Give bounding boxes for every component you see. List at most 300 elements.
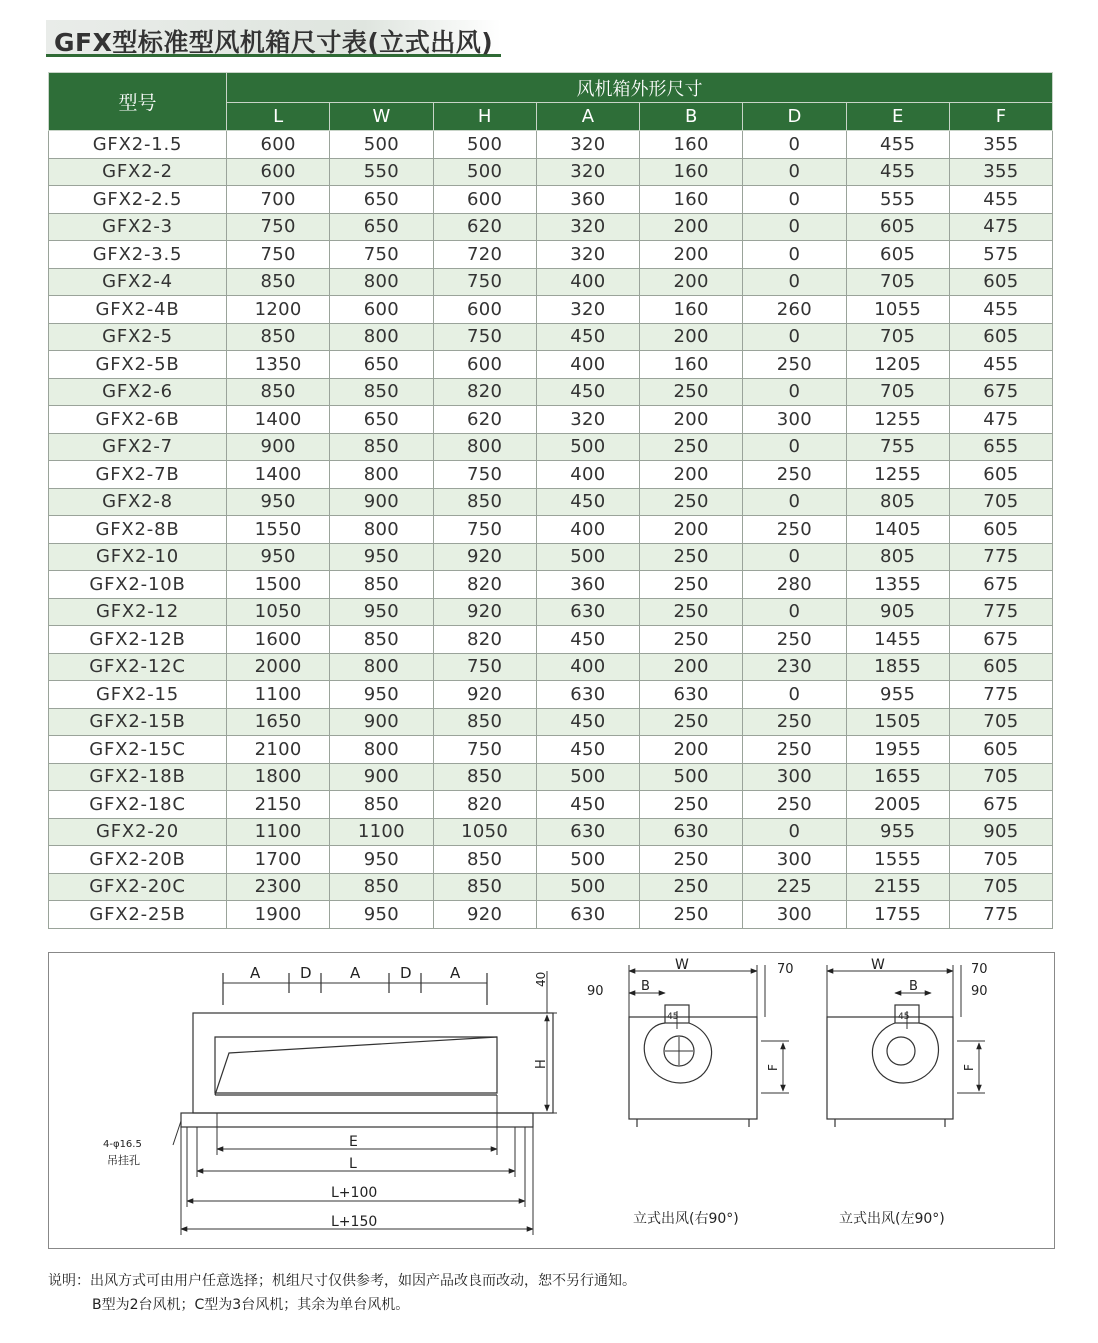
table-row xyxy=(49,736,1053,764)
dimension-cell: 705 xyxy=(949,846,1052,874)
dimension-cell: 920 xyxy=(433,681,536,709)
dimension-cell: 950 xyxy=(227,543,330,571)
table-row xyxy=(49,268,1053,296)
dimension-cell: 605 xyxy=(846,241,949,269)
model-cell: GFX2-18C xyxy=(49,791,227,819)
dimension-cell: 0 xyxy=(743,131,846,159)
left-90-view-labels xyxy=(839,957,988,1227)
dimension-cell: 620 xyxy=(433,213,536,241)
dimension-cell: 900 xyxy=(330,488,433,516)
right-90-view-labels xyxy=(587,957,794,1227)
table-row xyxy=(49,406,1053,434)
dimension-cell: 455 xyxy=(846,131,949,159)
dimension-cell: 455 xyxy=(949,186,1052,214)
dimension-cell: 1100 xyxy=(227,818,330,846)
dimension-cell: 850 xyxy=(330,571,433,599)
dimension-cell: 360 xyxy=(536,186,639,214)
dimension-cell: 605 xyxy=(846,213,949,241)
dim-label-70: 70 xyxy=(777,962,794,977)
drawing-panel xyxy=(48,952,1055,1249)
model-cell: GFX2-5 xyxy=(49,323,227,351)
dim-label-45: 45 xyxy=(667,1012,679,1022)
table-row xyxy=(49,433,1053,461)
dimension-cell: 0 xyxy=(743,488,846,516)
dimension-cell: 705 xyxy=(846,378,949,406)
dimension-cell: 955 xyxy=(846,681,949,709)
note-line-2: B型为2台风机；C型为3台风机；其余为单台风机。 xyxy=(92,1297,410,1313)
model-cell: GFX2-20B xyxy=(49,846,227,874)
group-header: 风机箱外形尺寸 xyxy=(227,73,1053,103)
dimension-cell: 750 xyxy=(433,736,536,764)
model-cell: GFX2-15 xyxy=(49,681,227,709)
dimension-cell: 400 xyxy=(536,461,639,489)
dimension-cell: 160 xyxy=(640,296,743,324)
dimension-cell: 450 xyxy=(536,626,639,654)
dimension-cell: 1455 xyxy=(846,626,949,654)
model-cell: GFX2-12C xyxy=(49,653,227,681)
dimension-cell: 250 xyxy=(640,846,743,874)
dimension-cell: 200 xyxy=(640,213,743,241)
dimension-cell: 850 xyxy=(330,378,433,406)
model-cell: GFX2-25B xyxy=(49,901,227,929)
dimension-cell: 1205 xyxy=(846,351,949,379)
dimension-cell: 2155 xyxy=(846,873,949,901)
dimension-cell: 705 xyxy=(949,708,1052,736)
model-cell: GFX2-12 xyxy=(49,598,227,626)
model-cell: GFX2-7B xyxy=(49,461,227,489)
dimension-drawings xyxy=(49,953,1054,1248)
dimension-cell: 805 xyxy=(846,488,949,516)
dim-label-l150: L+150 xyxy=(331,1214,378,1230)
dimension-cell: 455 xyxy=(949,296,1052,324)
dim-label-45: 45 xyxy=(898,1012,910,1022)
dimension-cell: 700 xyxy=(227,186,330,214)
dimension-cell: 500 xyxy=(536,543,639,571)
dimension-cell: 200 xyxy=(640,736,743,764)
dimension-cell: 0 xyxy=(743,818,846,846)
dim-label-d: D xyxy=(400,964,412,982)
dimension-cell: 250 xyxy=(640,571,743,599)
column-header: L xyxy=(227,103,330,131)
left-90-caption: 立式出风(左90°) xyxy=(839,1211,945,1227)
dimension-cell: 1900 xyxy=(227,901,330,929)
right-90-caption: 立式出风(右90°) xyxy=(633,1211,739,1227)
table-row xyxy=(49,791,1053,819)
dimension-cell: 850 xyxy=(330,791,433,819)
dimension-cell: 280 xyxy=(743,571,846,599)
table-body xyxy=(49,131,1053,929)
dimension-cell: 750 xyxy=(433,268,536,296)
dimension-cell: 250 xyxy=(640,488,743,516)
table-row xyxy=(49,296,1053,324)
table-row xyxy=(49,681,1053,709)
column-header: H xyxy=(433,103,536,131)
dimension-cell: 450 xyxy=(536,736,639,764)
dimension-cell: 850 xyxy=(433,873,536,901)
dimension-cell: 600 xyxy=(433,296,536,324)
table-row xyxy=(49,571,1053,599)
dimension-cell: 900 xyxy=(330,708,433,736)
dimension-cell: 2300 xyxy=(227,873,330,901)
note-line-1: 说明：出风方式可由用户任意选择；机组尺寸仅供参考，如因产品改良而改动，恕不另行通知。 xyxy=(48,1273,636,1289)
dimension-cell: 705 xyxy=(949,873,1052,901)
dim-label-d: D xyxy=(300,964,312,982)
table-row xyxy=(49,323,1053,351)
model-cell: GFX2-12B xyxy=(49,626,227,654)
dim-label-a: A xyxy=(250,964,261,982)
dimension-cell: 500 xyxy=(536,433,639,461)
dimension-cell: 0 xyxy=(743,681,846,709)
dimension-cell: 1955 xyxy=(846,736,949,764)
dimension-cell: 475 xyxy=(949,213,1052,241)
column-header: F xyxy=(949,103,1052,131)
dimension-cell: 300 xyxy=(743,763,846,791)
dimension-cell: 0 xyxy=(743,186,846,214)
dimension-cell: 260 xyxy=(743,296,846,324)
dimension-cell: 0 xyxy=(743,433,846,461)
dimension-cell: 575 xyxy=(949,241,1052,269)
dimension-cell: 605 xyxy=(949,323,1052,351)
dimension-cell: 675 xyxy=(949,378,1052,406)
table-row xyxy=(49,186,1053,214)
dimension-cell: 320 xyxy=(536,131,639,159)
dimension-cell: 1555 xyxy=(846,846,949,874)
dimension-cell: 630 xyxy=(536,818,639,846)
dimension-cell: 300 xyxy=(743,406,846,434)
dimension-cell: 450 xyxy=(536,378,639,406)
table-row xyxy=(49,158,1053,186)
dimension-cell: 850 xyxy=(330,873,433,901)
dimension-cell: 0 xyxy=(743,241,846,269)
dimension-cell: 850 xyxy=(227,268,330,296)
dimension-cell: 850 xyxy=(227,378,330,406)
model-cell: GFX2-15B xyxy=(49,708,227,736)
dimension-cell: 450 xyxy=(536,488,639,516)
dimension-cell: 800 xyxy=(330,736,433,764)
dimension-cell: 850 xyxy=(433,846,536,874)
model-cell: GFX2-5B xyxy=(49,351,227,379)
dim-label-70: 70 xyxy=(971,962,988,977)
dimension-cell: 600 xyxy=(330,296,433,324)
dimension-cell: 605 xyxy=(949,268,1052,296)
model-cell: GFX2-7 xyxy=(49,433,227,461)
dimension-cell: 200 xyxy=(640,653,743,681)
dimension-cell: 605 xyxy=(949,516,1052,544)
dimension-cell: 775 xyxy=(949,681,1052,709)
dimension-cell: 755 xyxy=(846,433,949,461)
dimension-cell: 800 xyxy=(433,433,536,461)
dimension-cell: 705 xyxy=(846,268,949,296)
dimension-cell: 250 xyxy=(640,626,743,654)
dimension-cell: 250 xyxy=(640,791,743,819)
dimension-cell: 1255 xyxy=(846,461,949,489)
dimension-cell: 250 xyxy=(640,598,743,626)
plan-view-labels xyxy=(103,964,549,1230)
dim-label-f: F xyxy=(766,1064,780,1071)
table-row xyxy=(49,763,1053,791)
table-row xyxy=(49,461,1053,489)
dimension-cell: 1500 xyxy=(227,571,330,599)
dimension-cell: 820 xyxy=(433,791,536,819)
dimension-cell: 650 xyxy=(330,351,433,379)
dimension-cell: 630 xyxy=(536,598,639,626)
dimension-cell: 1700 xyxy=(227,846,330,874)
model-cell: GFX2-10 xyxy=(49,543,227,571)
dimension-cell: 1100 xyxy=(330,818,433,846)
model-cell: GFX2-18B xyxy=(49,763,227,791)
dimension-cell: 1405 xyxy=(846,516,949,544)
table-row xyxy=(49,378,1053,406)
dimension-cell: 1650 xyxy=(227,708,330,736)
dimension-cell: 550 xyxy=(330,158,433,186)
dimension-cell: 600 xyxy=(433,351,536,379)
dimension-cell: 1355 xyxy=(846,571,949,599)
dimension-cell: 1400 xyxy=(227,461,330,489)
dim-label-b: B xyxy=(909,979,918,994)
model-cell: GFX2-1.5 xyxy=(49,131,227,159)
dimension-cell: 320 xyxy=(536,158,639,186)
dimension-cell: 160 xyxy=(640,158,743,186)
dim-label-a: A xyxy=(350,964,361,982)
dimension-cell: 775 xyxy=(949,901,1052,929)
dimension-cell: 800 xyxy=(330,461,433,489)
dimension-cell: 1050 xyxy=(433,818,536,846)
model-cell: GFX2-15C xyxy=(49,736,227,764)
dimension-cell: 2000 xyxy=(227,653,330,681)
dimension-cell: 0 xyxy=(743,268,846,296)
dimension-cell: 850 xyxy=(330,626,433,654)
table-row xyxy=(49,213,1053,241)
dimension-cell: 950 xyxy=(330,681,433,709)
dimension-cell: 950 xyxy=(227,488,330,516)
dimension-cell: 250 xyxy=(743,351,846,379)
dimension-cell: 250 xyxy=(640,873,743,901)
model-cell: GFX2-4 xyxy=(49,268,227,296)
column-header: D xyxy=(743,103,846,131)
dimension-cell: 455 xyxy=(846,158,949,186)
dimension-cell: 905 xyxy=(846,598,949,626)
dimension-cell: 705 xyxy=(949,488,1052,516)
dim-label-90: 90 xyxy=(971,984,988,999)
dimension-cell: 500 xyxy=(536,873,639,901)
model-cell: GFX2-2.5 xyxy=(49,186,227,214)
column-header: B xyxy=(640,103,743,131)
dimension-cell: 675 xyxy=(949,626,1052,654)
table-row xyxy=(49,131,1053,159)
dimension-cell: 250 xyxy=(743,708,846,736)
dimension-cell: 0 xyxy=(743,158,846,186)
table-row xyxy=(49,543,1053,571)
table-row xyxy=(49,846,1053,874)
right-90-view-drawing xyxy=(629,965,789,1127)
dimension-cell: 1100 xyxy=(227,681,330,709)
dimension-cell: 605 xyxy=(949,653,1052,681)
dimension-table xyxy=(48,72,1053,929)
dimension-cell: 1055 xyxy=(846,296,949,324)
model-cell: GFX2-10B xyxy=(49,571,227,599)
dimension-cell: 600 xyxy=(227,131,330,159)
column-header: W xyxy=(330,103,433,131)
model-cell: GFX2-3 xyxy=(49,213,227,241)
dimension-cell: 850 xyxy=(330,433,433,461)
dimension-cell: 1550 xyxy=(227,516,330,544)
dimension-cell: 2100 xyxy=(227,736,330,764)
dimension-cell: 200 xyxy=(640,241,743,269)
dimension-cell: 850 xyxy=(433,708,536,736)
dimension-cell: 620 xyxy=(433,406,536,434)
dimension-cell: 850 xyxy=(433,763,536,791)
dimension-cell: 0 xyxy=(743,543,846,571)
dimension-cell: 1255 xyxy=(846,406,949,434)
dim-label-h: H xyxy=(534,1059,549,1069)
dimension-cell: 630 xyxy=(536,901,639,929)
dimension-cell: 750 xyxy=(433,653,536,681)
dimension-cell: 250 xyxy=(640,543,743,571)
dimension-cell: 250 xyxy=(640,901,743,929)
dimension-cell: 800 xyxy=(330,323,433,351)
model-cell: GFX2-8B xyxy=(49,516,227,544)
table-row xyxy=(49,351,1053,379)
dim-label-l: L xyxy=(349,1156,357,1172)
dimension-cell: 455 xyxy=(949,351,1052,379)
model-cell: GFX2-8 xyxy=(49,488,227,516)
dimension-cell: 500 xyxy=(433,131,536,159)
dimension-cell: 225 xyxy=(743,873,846,901)
dimension-cell: 450 xyxy=(536,791,639,819)
dimension-cell: 400 xyxy=(536,351,639,379)
dimension-cell: 450 xyxy=(536,708,639,736)
dimension-cell: 820 xyxy=(433,378,536,406)
dimension-cell: 0 xyxy=(743,378,846,406)
dimension-cell: 650 xyxy=(330,186,433,214)
dim-label-w: W xyxy=(871,957,885,973)
table-row xyxy=(49,241,1053,269)
dim-label-w: W xyxy=(675,957,689,973)
dim-label-f: F xyxy=(962,1064,976,1071)
dimension-cell: 605 xyxy=(949,736,1052,764)
dimension-cell: 250 xyxy=(640,708,743,736)
dimension-cell: 200 xyxy=(640,268,743,296)
dimension-cell: 800 xyxy=(330,653,433,681)
dimension-cell: 475 xyxy=(949,406,1052,434)
dimension-cell: 400 xyxy=(536,268,639,296)
dimension-cell: 750 xyxy=(433,323,536,351)
model-cell: GFX2-6B xyxy=(49,406,227,434)
dimension-cell: 200 xyxy=(640,516,743,544)
dimension-cell: 750 xyxy=(433,516,536,544)
dimension-cell: 200 xyxy=(640,406,743,434)
left-90-view-drawing xyxy=(827,965,985,1127)
dimension-cell: 400 xyxy=(536,653,639,681)
dim-label-90: 90 xyxy=(587,984,604,999)
hole-label: 4-φ16.5 xyxy=(103,1139,142,1150)
dimension-cell: 750 xyxy=(330,241,433,269)
dimension-cell: 355 xyxy=(949,131,1052,159)
dimension-cell: 160 xyxy=(640,131,743,159)
dimension-cell: 675 xyxy=(949,571,1052,599)
dimension-cell: 555 xyxy=(846,186,949,214)
dimension-cell: 600 xyxy=(433,186,536,214)
dimension-cell: 950 xyxy=(330,846,433,874)
hole-label-caption: 吊挂孔 xyxy=(107,1154,140,1167)
column-header: A xyxy=(536,103,639,131)
dimension-cell: 500 xyxy=(536,846,639,874)
dim-label-l100: L+100 xyxy=(331,1185,378,1201)
dimension-cell: 750 xyxy=(433,461,536,489)
dimension-cell: 200 xyxy=(640,461,743,489)
table-row xyxy=(49,873,1053,901)
table-row xyxy=(49,653,1053,681)
dimension-cell: 950 xyxy=(330,598,433,626)
model-header: 型号 xyxy=(49,73,227,131)
dimension-cell: 250 xyxy=(743,626,846,654)
dim-label-a: A xyxy=(450,964,461,982)
table-row xyxy=(49,818,1053,846)
dimension-cell: 250 xyxy=(640,378,743,406)
dimension-cell: 250 xyxy=(743,516,846,544)
dimension-cell: 320 xyxy=(536,213,639,241)
dimension-cell: 1655 xyxy=(846,763,949,791)
dimension-cell: 2150 xyxy=(227,791,330,819)
page-title: GFX型标准型风机箱尺寸表(立式出风) xyxy=(54,28,494,57)
dimension-cell: 0 xyxy=(743,598,846,626)
column-header: E xyxy=(846,103,949,131)
dimension-cell: 920 xyxy=(433,598,536,626)
dimension-cell: 1200 xyxy=(227,296,330,324)
dimension-cell: 850 xyxy=(433,488,536,516)
dimension-cell: 800 xyxy=(330,268,433,296)
dimension-cell: 705 xyxy=(949,763,1052,791)
dimension-cell: 920 xyxy=(433,543,536,571)
dimension-cell: 675 xyxy=(949,791,1052,819)
model-cell: GFX2-4B xyxy=(49,296,227,324)
dimension-cell: 0 xyxy=(743,323,846,351)
dimension-cell: 360 xyxy=(536,571,639,599)
dimension-cell: 850 xyxy=(227,323,330,351)
dimension-cell: 1800 xyxy=(227,763,330,791)
dimension-cell: 1050 xyxy=(227,598,330,626)
dimension-cell: 950 xyxy=(330,543,433,571)
dimension-cell: 775 xyxy=(949,598,1052,626)
dim-label-40: 40 xyxy=(534,971,548,987)
model-cell: GFX2-20C xyxy=(49,873,227,901)
dimension-cell: 805 xyxy=(846,543,949,571)
dimension-cell: 320 xyxy=(536,296,639,324)
dimension-cell: 160 xyxy=(640,186,743,214)
dimension-cell: 950 xyxy=(330,901,433,929)
dimension-cell: 705 xyxy=(846,323,949,351)
dimension-cell: 605 xyxy=(949,461,1052,489)
dimension-cell: 250 xyxy=(743,461,846,489)
dimension-cell: 0 xyxy=(743,213,846,241)
dimension-cell: 1755 xyxy=(846,901,949,929)
dimension-cell: 1600 xyxy=(227,626,330,654)
table-row xyxy=(49,598,1053,626)
dimension-cell: 750 xyxy=(227,213,330,241)
table-row xyxy=(49,626,1053,654)
dimension-cell: 630 xyxy=(640,818,743,846)
dimension-cell: 750 xyxy=(227,241,330,269)
dimension-cell: 720 xyxy=(433,241,536,269)
dimension-cell: 650 xyxy=(330,213,433,241)
dim-label-e: E xyxy=(349,1134,358,1150)
dimension-cell: 320 xyxy=(536,241,639,269)
dimension-cell: 600 xyxy=(227,158,330,186)
dimension-cell: 955 xyxy=(846,818,949,846)
dimension-cell: 500 xyxy=(330,131,433,159)
dimension-cell: 300 xyxy=(743,846,846,874)
dimension-cell: 450 xyxy=(536,323,639,351)
